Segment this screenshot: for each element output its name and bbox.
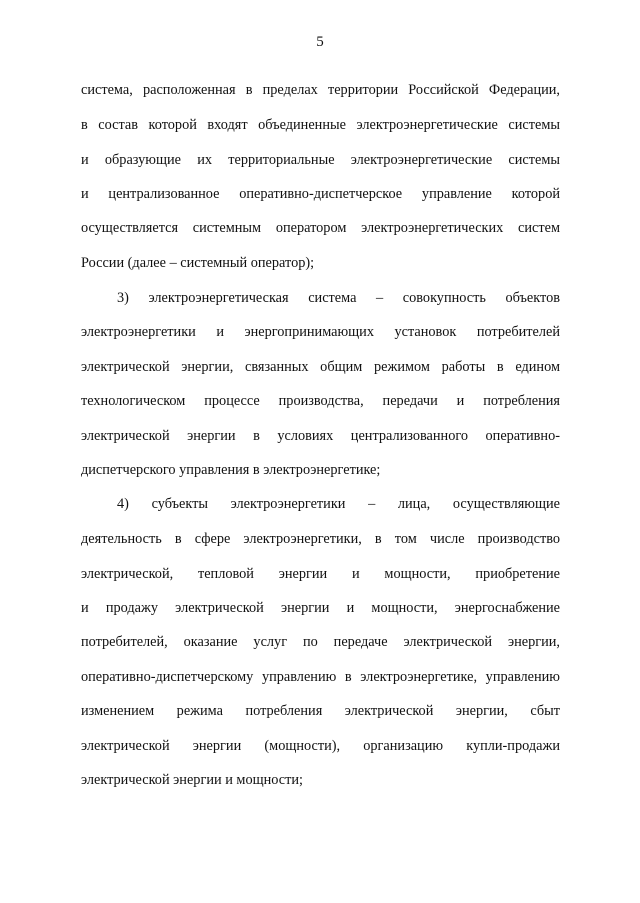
text-line: изменением режима потребления электрической энергии, сбыт [81,703,560,719]
text-line: в состав которой входят объединенные электроэнергетические системы [81,117,560,133]
text-line: и образующие их территориальные электроэнергетические системы [81,152,560,168]
text-line: электрической энергии в условиях централизованного оперативно- [81,428,560,444]
text-line: оперативно-диспетчерскому управлению в электроэнергетике, управлению [81,669,560,685]
text-line: России (далее – системный оператор); [81,255,315,271]
text-line: электрической энергии (мощности), организацию купли-продажи [81,738,560,754]
page-number: 5 [316,34,324,50]
text-line: 3) электроэнергетическая система – совокупность объектов [117,290,560,306]
text-line: технологическом процессе производства, передачи и потребления [81,393,560,409]
text-line: электроэнергетики и энергопринимающих установок потребителей [81,324,560,340]
text-line: электрической энергии и мощности; [81,772,303,788]
text-line: деятельность в сфере электроэнергетики, в том числе производство [81,531,560,547]
text-line: электрической, тепловой энергии и мощности, приобретение [81,566,560,582]
text-line: осуществляется системным оператором электроэнергетических систем [81,220,560,236]
text-line: диспетчерского управления в электроэнергетике; [81,462,381,478]
text-line: электрической энергии, связанных общим режимом работы в едином [81,359,560,375]
text-line: система, расположенная в пределах территории Российской Федерации, [81,82,560,98]
text-line: и продажу электрической энергии и мощности, энергоснабжение [81,600,560,616]
text-line: потребителей, оказание услуг по передаче электрической энергии, [81,634,560,650]
text-line: 4) субъекты электроэнергетики – лица, осуществляющие [117,496,560,512]
text-line: и централизованное оперативно-диспетчерское управление которой [81,186,560,202]
